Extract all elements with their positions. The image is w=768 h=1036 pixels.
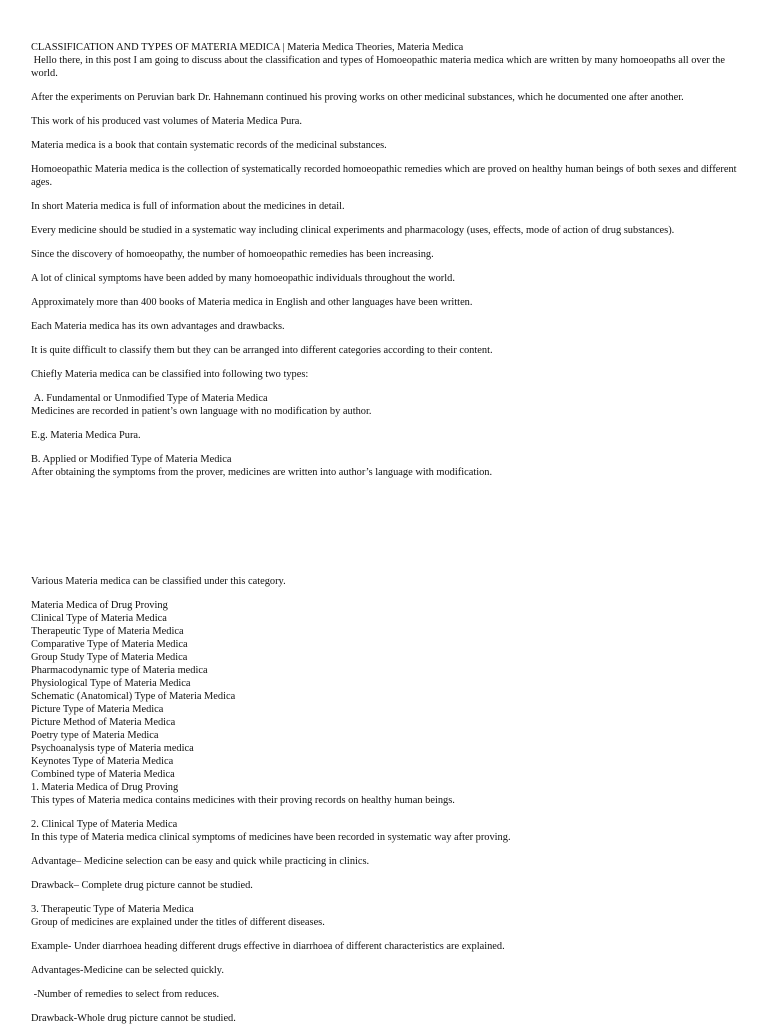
- title-block: [31, 41, 743, 80]
- list-item: Psychoanalysis type of Materia medica: [31, 743, 194, 754]
- type-b-text: After obtaining the symptoms from the prover, medicines are written into author’s language with modification.: [31, 467, 493, 478]
- type-a-heading: A. Fundamental or Unmodified Type of Materia Medica: [31, 393, 268, 404]
- paragraph-1: After the experiments on Peruvian bark Dr. Hahnemann continued his proving works on other medicinal substances, which he documented one after another.: [31, 92, 684, 103]
- paragraph-4: Homoeopathic Materia medica is the collection of systematically recorded homoeopathic remedies which are proved on healthy human beings of both sexes and different ages.: [31, 164, 740, 188]
- paragraph-10: Each Materia medica has its own advantages and drawbacks.: [31, 321, 285, 332]
- list-item: Combined type of Materia Medica: [31, 769, 175, 780]
- types-list: [31, 599, 743, 807]
- list-item: Pharmacodynamic type of Materia medica: [31, 665, 208, 676]
- list-item: Physiological Type of Materia Medica: [31, 678, 191, 689]
- paragraph-12: Chiefly Materia medica can be classified into following two types:: [31, 369, 309, 380]
- paragraph-8: A lot of clinical symptoms have been added by many homoeopathic individuals throughout the world.: [31, 273, 455, 284]
- list-item: Schematic (Anatomical) Type of Materia Medica: [31, 691, 236, 702]
- section-2-text: In this type of Materia medica clinical symptoms of medicines have been recorded in systematic way after proving.: [31, 832, 511, 843]
- section-3-example: Example- Under diarrhoea heading different drugs effective in diarrhoea of different characteristics are explained.: [31, 941, 505, 952]
- document-title: CLASSIFICATION AND TYPES OF MATERIA MEDICA | Materia Medica Theories, Materia Medica: [31, 42, 464, 53]
- section-1-text: This types of Materia medica contains medicines with their proving records on healthy human beings.: [31, 795, 455, 806]
- paragraph-5: In short Materia medica is full of information about the medicines in detail.: [31, 201, 345, 212]
- section-3-text: Group of medicines are explained under the titles of different diseases.: [31, 917, 325, 928]
- type-b-block: [31, 453, 743, 479]
- paragraph-6: Every medicine should be studied in a systematic way including clinical experiments and pharmacology (uses, effects, mode of action of drug substances).: [31, 225, 675, 236]
- section-2-drawback: Drawback– Complete drug picture cannot be studied.: [31, 880, 253, 891]
- list-item: Therapeutic Type of Materia Medica: [31, 626, 184, 637]
- type-a-text: Medicines are recorded in patient’s own language with no modification by author.: [31, 406, 372, 417]
- list-item: Poetry type of Materia Medica: [31, 730, 159, 741]
- type-a-example: E.g. Materia Medica Pura.: [31, 430, 141, 441]
- section-2-advantage: Advantage– Medicine selection can be easy and quick while practicing in clinics.: [31, 856, 370, 867]
- paragraph-2: This work of his produced vast volumes of Materia Medica Pura.: [31, 116, 302, 127]
- blank-space: [31, 490, 743, 575]
- list-item: Clinical Type of Materia Medica: [31, 613, 167, 624]
- section-3-drawback: Drawback-Whole drug picture cannot be studied.: [31, 1013, 236, 1024]
- section-3-block: [31, 903, 743, 929]
- paragraph-3: Materia medica is a book that contain systematic records of the medicinal substances.: [31, 140, 387, 151]
- paragraph-9: Approximately more than 400 books of Materia medica in English and other languages have been written.: [31, 297, 473, 308]
- list-item: Picture Method of Materia Medica: [31, 717, 176, 728]
- list-item: Keynotes Type of Materia Medica: [31, 756, 174, 767]
- type-b-heading: B. Applied or Modified Type of Materia Medica: [31, 454, 232, 465]
- section-2-heading: 2. Clinical Type of Materia Medica: [31, 819, 178, 830]
- intro-paragraph: Hello there, in this post I am going to discuss about the classification and types of Homoeopathic materia medica which are written by many homoeopaths all over the world.: [31, 55, 728, 79]
- section-3-advantage: Advantages-Medicine can be selected quickly.: [31, 965, 224, 976]
- type-a-block: [31, 392, 743, 418]
- section-2-block: [31, 818, 743, 844]
- various-paragraph: Various Materia medica can be classified under this category.: [31, 576, 286, 587]
- list-item: Group Study Type of Materia Medica: [31, 652, 188, 663]
- section-1-heading: 1. Materia Medica of Drug Proving: [31, 782, 179, 793]
- list-item: Comparative Type of Materia Medica: [31, 639, 188, 650]
- paragraph-7: Since the discovery of homoeopathy, the number of homoeopathic remedies has been increasing.: [31, 249, 434, 260]
- section-3-advantage-2: -Number of remedies to select from reduces.: [31, 989, 220, 1000]
- section-3-heading: 3. Therapeutic Type of Materia Medica: [31, 904, 194, 915]
- document-page: [31, 41, 743, 1036]
- list-item: Picture Type of Materia Medica: [31, 704, 164, 715]
- paragraph-11: It is quite difficult to classify them but they can be arranged into different categories according to their content.: [31, 345, 493, 356]
- list-item: Materia Medica of Drug Proving: [31, 600, 168, 611]
